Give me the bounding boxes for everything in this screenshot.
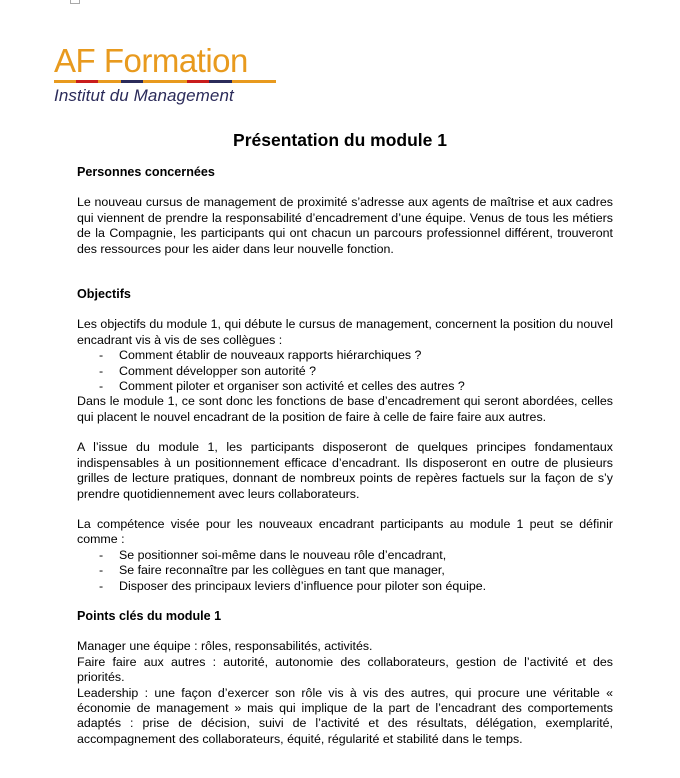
logo-subtitle: Institut du Management: [54, 86, 234, 105]
logo-stripe-segment: [121, 80, 143, 83]
logo-stripe-segment: [209, 80, 231, 83]
logo-stripe-segment: [232, 80, 254, 83]
logo-stripe-segment: [76, 80, 98, 83]
list-item: - Se faire reconnaître par les collègues en tant que manager,: [77, 563, 613, 578]
document-title: Présentation du module 1: [233, 130, 447, 150]
list-item: - Disposer des principaux leviers d’influence pour piloter son équipe.: [77, 579, 613, 594]
logo-stripe-segment: [254, 80, 276, 83]
competence-list: [77, 548, 613, 594]
paragraph-objectifs-after: Dans le module 1, ce sont donc les fonctions de base d’encadrement qui seront abordées, celles qui placent le nouvel encadrant de la position de faire à celle de faire faire aux autres.: [77, 394, 613, 424]
section-heading-points-cles: Points clés du module 1: [77, 608, 222, 623]
paragraph-competence: La compétence visée pour les nouveaux encadrant participants au module 1 peut se définir comme :: [77, 516, 613, 547]
paragraph-objectifs-issue: A l’issue du module 1, les participants disposeront de quelques principes fondamentaux indispensables à un positionnement efficace d’encadrant. Ils disposeront en outre de plusieurs grilles de lecture pratiques, donnant de nombreux points de repères factuels sur la façon de s’y prendre quotidiennement avec leurs collaborateurs.: [77, 440, 613, 501]
list-item: - Comment établir de nouveaux rapports hiérarchiques ?: [77, 348, 613, 363]
objectifs-list: [77, 348, 613, 394]
af-formation-logo: [54, 44, 284, 106]
logo-title: AF Formation: [54, 42, 248, 79]
paragraph-personnes: Le nouveau cursus de management de proximité s’adresse aux agents de maîtrise et aux cadres qui viennent de prendre la responsabilité d’encadrement d’une équipe. Venus de tous les métiers de la Compagnie, les participants qui ont chacun un parcours professionnel différent, trouveront des ressources pour les aider dans leur nouvelle fonction.: [77, 195, 613, 256]
section-heading-objectifs: Objectifs: [77, 287, 131, 302]
logo-stripe-segment: [187, 80, 209, 83]
paragraph-point-cle: Leadership : une façon d’exercer son rôle vis à vis des autres, qui procure une véritable « économie de management » mais qui implique de la part de l’encadrant des comportements adaptés : prise de décision, suivi de l’activité et des résultats, délégation, exemplarité, accompagnement des collaborateurs, équité, régularité et stabilité dans le temps.: [77, 685, 613, 746]
page-corner-mark: [70, 0, 80, 4]
paragraph-point-cle: Faire faire aux autres : autorité, autonomie des collaborateurs, gestion de l’activité et des priorités.: [77, 654, 613, 685]
logo-stripe-segment: [165, 80, 187, 83]
logo-stripe-segment: [54, 80, 76, 83]
list-item: - Comment piloter et organiser son activité et celles des autres ?: [77, 379, 613, 394]
logo-color-stripe: [54, 80, 276, 83]
list-item: - Comment développer son autorité ?: [77, 364, 613, 379]
logo-stripe-segment: [98, 80, 120, 83]
logo-stripe-segment: [143, 80, 165, 83]
paragraph-point-cle: Manager une équipe : rôles, responsabilités, activités.: [77, 639, 373, 654]
paragraph-objectifs-intro: Les objectifs du module 1, qui débute le cursus de management, concernent la position du nouvel encadrant vis à vis de ses collègues :: [77, 317, 613, 347]
list-item: - Se positionner soi-même dans le nouveau rôle d’encadrant,: [77, 548, 613, 563]
section-heading-personnes: Personnes concernées: [77, 165, 215, 179]
document-body: [77, 165, 613, 747]
